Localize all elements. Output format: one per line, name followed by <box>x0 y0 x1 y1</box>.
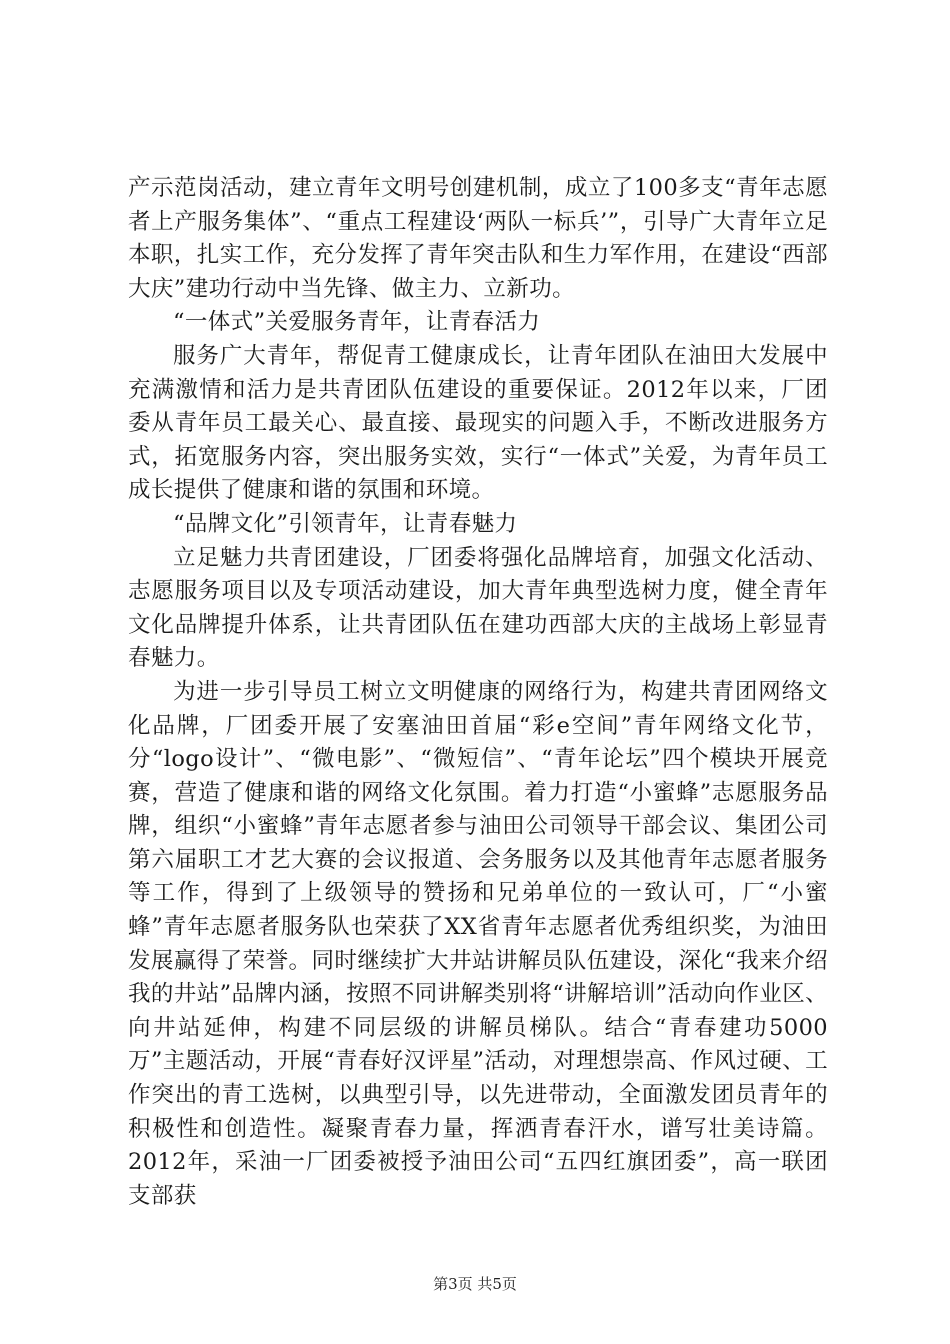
section-heading-brand: “品牌文化”引领青年，让青春魅力 <box>173 510 518 537</box>
document-body <box>128 172 828 1213</box>
paragraph-network-culture: 为进一步引导员工树立文明健康的网络行为，构建共青团网络文化品牌，厂团委开展了安塞油田首届“彩e空间”青年网络文化节，分“logo设计”、“微电影”、“微短信”、“青年论坛”四个模块开展竞赛，营造了健康和谐的网络文化氛围。着力打造“小蜜蜂”志愿服务品牌，组织“小蜜蜂”青年志愿者参与油田公司领导干部会议、集团公司第六届职工才艺大赛的会议报道、会务服务以及其他青年志愿者服务等工作，得到了上级领导的赞扬和兄弟单位的一致认可，厂“小蜜蜂”青年志愿者服务队也荣获了XX省青年志愿者优秀组织奖，为油田发展赢得了荣誉。同时继续扩大井站讲解员队伍建设，深化“我来介绍我的井站”品牌内涵，按照不同讲解类别将“讲解培训”活动向作业区、向井站延伸，构建不同层级的讲解员梯队。结合“青春建功5000万”主题活动，开展“青春好汉评星”活动，对理想崇高、作风过硬、工作突出的青工选树，以典型引导，以先进带动，全面激发团员青年的积极性和创造性。凝聚青春力量，挥洒青春汗水，谱写壮美诗篇。2012年，采油一厂团委被授予油田公司“五四红旗团委”，高一联团支部获 <box>128 678 828 1209</box>
section-heading-care: “一体式”关爱服务青年，让青春活力 <box>173 309 541 336</box>
page-number-footer: 第3页 共5页 <box>433 1275 517 1293</box>
paragraph-brand-culture: 立足魅力共青团建设，厂团委将强化品牌培育，加强文化活动、志愿服务项目以及专项活动建设，加大青年典型选树力度，健全青年文化品牌提升体系，让共青团队伍在建功西部大庆的主战场上彰显青春魅力。 <box>128 544 828 672</box>
paragraph-service: 服务广大青年，帮促青工健康成长，让青年团队在油田大发展中充满激情和活力是共青团队伍建设的重要保证。2012年以来，厂团委从青年员工最关心、最直接、最现实的问题入手，不断改进服务方式，拓宽服务内容，突出服务实效，实行“一体式”关爱，为青年员工成长提供了健康和谐的氛围和环境。 <box>128 342 828 504</box>
paragraph-continuation: 产示范岗活动，建立青年文明号创建机制，成立了100多支“青年志愿者上产服务集体”、“重点工程建设‘两队一标兵’”，引导广大青年立足本职，扎实工作，充分发挥了青年突击队和生力军作用，在建设“西部大庆”建功行动中当先锋、做主力、立新功。 <box>128 175 828 302</box>
